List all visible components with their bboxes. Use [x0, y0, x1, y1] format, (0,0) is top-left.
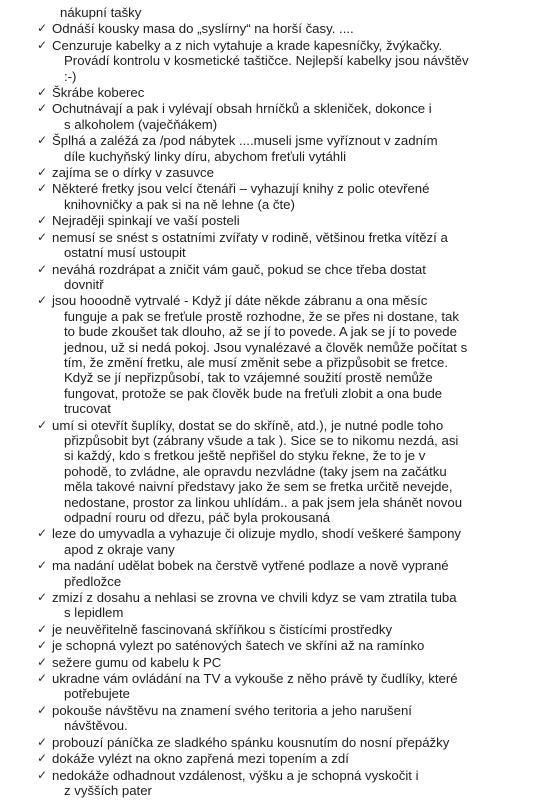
text-line: ukradne vám ovládání na TV a vykouše z něho právě ty čudlíky, které	[52, 671, 458, 687]
list-item-text	[52, 418, 536, 526]
text-line: je neuvěřitelně fascinovaná skříňkou s čistícími prostředky	[52, 621, 393, 637]
list-item	[38, 418, 536, 526]
text-line: Škrábe koberec	[52, 85, 145, 101]
list-item-text	[52, 165, 536, 180]
text-line: umí si otevřít šuplíky, dostat se do skříně, atd.), je nutné podle toho	[52, 417, 444, 433]
text-line: funguje a pak se freťule prostě rozhodne, že se přes ni dostane, tak	[64, 308, 459, 324]
list-item	[38, 558, 536, 589]
text-line: jsou hooodně vytrvalé - Když jí dáte někde zábranu a ona měsíc	[52, 293, 428, 309]
text-line: Když se jí nepřizpůsobí, tak to vzájemné soužití prostě nemůže	[64, 370, 433, 386]
list-item-text	[52, 526, 536, 557]
list-item-text	[52, 38, 536, 84]
list-item	[38, 703, 536, 734]
check-icon: ✓	[37, 213, 48, 228]
text-line: s lepidlem	[64, 605, 124, 621]
text-line: díle kuchyňský linky díru, abychom freťuli vytáhli	[64, 148, 346, 164]
list-item	[38, 751, 536, 766]
list-item-text	[52, 133, 536, 164]
list-item	[38, 655, 536, 670]
list-item	[38, 262, 536, 293]
check-icon: ✓	[37, 261, 48, 276]
list-item-text	[52, 590, 536, 621]
list-item-text	[52, 751, 536, 766]
list-item-text	[52, 671, 536, 702]
text-line: Provádí kontrolu v kosmetické taštičce. Nejlepší kabelky jsou návštěv	[64, 53, 469, 69]
text-line: pohodě, to zvládne, ale opravdu nezvládne (taky jsem na začátku	[64, 463, 447, 479]
list-item	[38, 768, 536, 799]
text-line: ma nadání udělat bobek na čerstvě vytřené podlaze a nově vyprané	[52, 558, 449, 574]
list-item	[38, 671, 536, 702]
list-item	[38, 622, 536, 637]
check-icon: ✓	[37, 101, 48, 116]
check-icon: ✓	[37, 751, 48, 766]
check-icon: ✓	[37, 702, 48, 717]
text-line: s alkoholem (vaječňákem)	[64, 116, 218, 132]
text-line: probouzí páníčka ze sladkého spánku kousnutím do nosní přepážky	[52, 734, 450, 750]
text-line: zmizí z dosahu a nehlasi se zrovna ve chvili kdyz se vam ztratila tuba	[52, 590, 457, 606]
check-icon: ✓	[37, 558, 48, 573]
list-item-text	[52, 558, 536, 589]
lead-line: nákupní tašky	[60, 5, 142, 20]
checklist	[38, 21, 536, 798]
text-line: ostatní musí ustoupit	[64, 245, 186, 261]
list-item	[38, 735, 536, 750]
check-icon: ✓	[37, 85, 48, 100]
check-icon: ✓	[37, 734, 48, 749]
check-icon: ✓	[37, 767, 48, 782]
list-item	[38, 526, 536, 557]
list-item-text	[52, 703, 536, 734]
text-line: apod z okraje vany	[64, 541, 175, 557]
list-item	[38, 181, 536, 212]
list-item	[38, 165, 536, 180]
text-line: fungovat, protože se pak člověk bude na freťuli zlobit a ona bude	[64, 385, 443, 401]
list-item-text	[52, 101, 536, 132]
list-item-text	[52, 85, 536, 100]
check-icon: ✓	[37, 671, 48, 686]
check-icon: ✓	[37, 181, 48, 196]
text-line: :-)	[64, 68, 77, 84]
check-icon: ✓	[37, 590, 48, 605]
list-item-text	[52, 262, 536, 293]
text-line: zajíma se o dírky v zasuvce	[52, 165, 214, 181]
list-item	[38, 230, 536, 261]
text-line: leze do umyvadla a vyhazuje či olizuje mydlo, shodí veškeré šampony	[52, 526, 462, 542]
list-item-text	[52, 768, 536, 799]
text-line: Cenzuruje kabelky a z nich vytahuje a krade kapesníčky, žvýkačky.	[52, 37, 443, 53]
check-icon: ✓	[37, 293, 48, 308]
check-icon: ✓	[37, 37, 48, 52]
check-icon: ✓	[37, 133, 48, 148]
text-line: jednou, už si nedá pokoj. Jsou vynalézavé a člověk nemůže počítat s	[64, 339, 468, 355]
check-icon: ✓	[37, 21, 48, 36]
text-line: Ochutnávají a pak i vylévají obsah hrníčků a skleniček, dokonce i	[52, 101, 432, 117]
list-item	[38, 85, 536, 100]
list-item	[38, 213, 536, 228]
text-line: odpadní rouru od dřezu, páč byla prokousaná	[64, 510, 331, 525]
text-line: Některé fretky jsou velcí čtenáři – vyhazují knihy z polic otevřené	[52, 181, 430, 197]
text-line: z vyšších pater	[64, 782, 152, 798]
text-line: Nejraději spinkají ve vaší posteli	[52, 213, 240, 229]
text-line: trucovat	[64, 401, 111, 417]
check-icon: ✓	[37, 526, 48, 541]
list-item	[38, 293, 536, 416]
text-line: knihovničky a pak si na ně lehne (a čte)	[64, 196, 295, 212]
text-line: si každý, kdo s fretkou ještě nepřišel do styku řekne, že to je v	[64, 448, 426, 464]
list-item-text	[52, 735, 536, 750]
list-item-text	[52, 293, 536, 416]
check-icon: ✓	[37, 638, 48, 653]
text-line: Šplhá a zaléžá za /pod nábytek ....museli jsme vyříznout v zadním	[52, 133, 438, 149]
text-line: návštěvou.	[64, 718, 128, 734]
list-item-text	[52, 213, 536, 228]
text-line: nemusí se snést s ostatními zvířaty v rodině, většinou fretka vítězí a	[52, 229, 448, 245]
text-line: měla takové naivní představy jako že sem se fretka určitě nevejde,	[64, 479, 453, 495]
text-line: dokáže vylézt na okno zapřená mezi topením a zdí	[52, 751, 349, 767]
text-line: nedostane, prostor za linkou uhlídám.. a pak jsem jela shánět novou	[64, 494, 463, 510]
list-item-text	[52, 21, 536, 36]
check-icon: ✓	[37, 621, 48, 636]
text-line: Odnáší kousky masa do „syslírny“ na horší časy. ....	[52, 21, 354, 37]
list-item-text	[52, 638, 536, 653]
check-icon: ✓	[37, 417, 48, 432]
check-icon: ✓	[37, 229, 48, 244]
check-icon: ✓	[37, 165, 48, 180]
text-line: tím, že změní fretku, ale musí změnit sebe a přizpůsobit se fretce.	[64, 354, 449, 370]
list-item-text	[52, 622, 536, 637]
list-item	[38, 101, 536, 132]
check-icon: ✓	[37, 654, 48, 669]
list-item	[38, 21, 536, 36]
text-line: neváhá rozdrápat a zničit vám gauč, pokud se chce třeba dostat	[52, 261, 426, 277]
text-line: pokouše návštěvu na znamení svého teritoria a jeho narušení	[52, 702, 412, 718]
text-line: potřebujete	[64, 686, 130, 702]
list-item	[38, 590, 536, 621]
text-line: přizpůsobit byt (zábrany všude a tak ). Sice se to nikomu nezdá, asi	[64, 432, 459, 448]
list-item-text	[52, 181, 536, 212]
list-item	[38, 38, 536, 84]
list-item	[38, 638, 536, 653]
text-line: předložce	[64, 573, 122, 589]
text-line: je schopná vylezt po saténových šatech ve skříni až na ramínko	[52, 638, 425, 654]
list-item-text	[52, 230, 536, 261]
text-line: nedokáže odhadnout vzdálenost, výšku a je schopná vyskočit i	[52, 767, 419, 783]
text-line: sežere gumu od kabelu k PC	[52, 654, 222, 670]
text-line: dovnitř	[64, 276, 104, 292]
list-item-text	[52, 655, 536, 670]
text-line: to bude zkoušet tak dlouho, až se jí to povede. A jak se jí to povede	[64, 324, 457, 340]
list-item	[38, 133, 536, 164]
